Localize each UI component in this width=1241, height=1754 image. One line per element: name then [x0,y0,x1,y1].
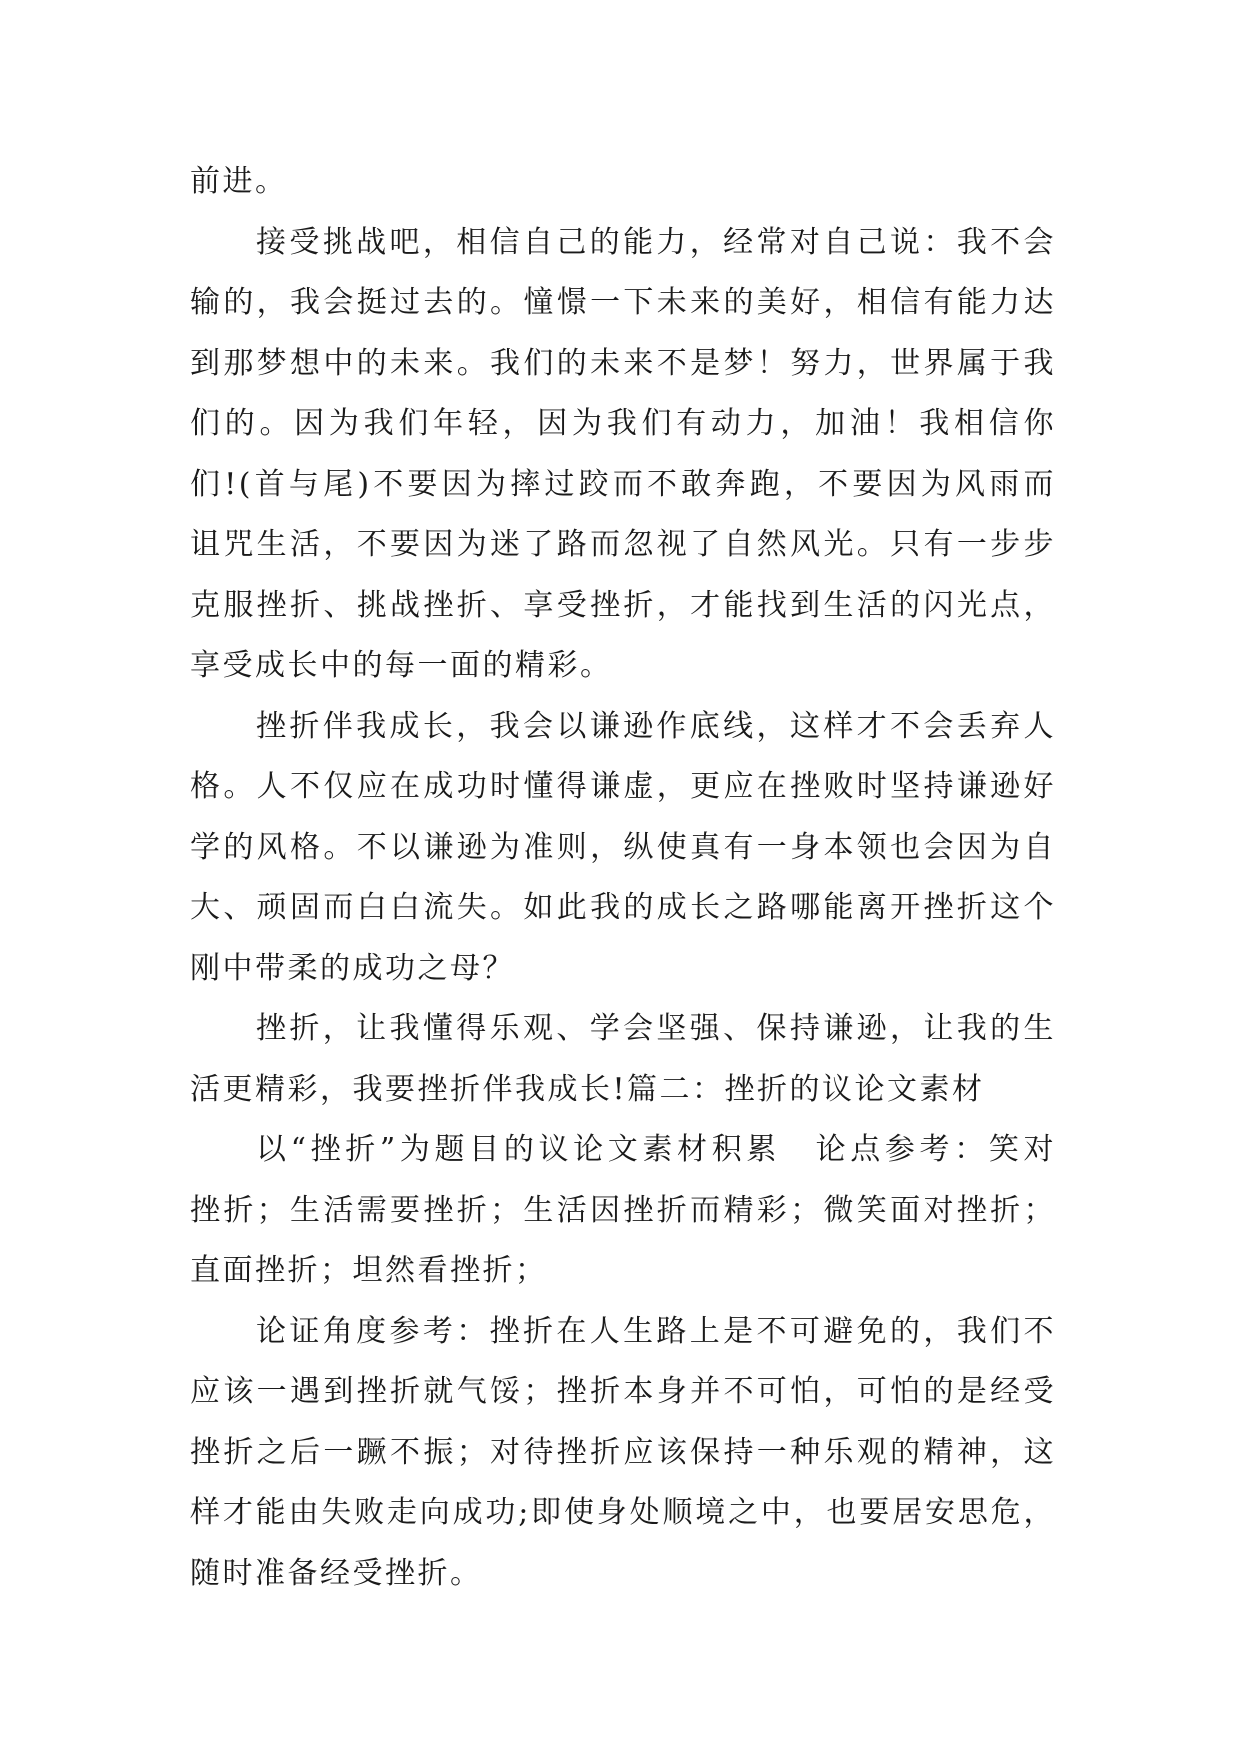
text-line: 格。人不仅应在成功时懂得谦虚，更应在挫败时坚持谦逊好 [190,769,1056,804]
text-line: 们!(首与尾)不要因为摔过跤而不敢奔跑，不要因为风雨而 [190,466,1056,502]
text-line: 大、顽固而白白流失。如此我的成长之路哪能离开挫折这个 [190,890,1056,925]
text-line: 挫折伴我成长，我会以谦逊作底线，这样才不会丢弃人 [256,708,1056,744]
paragraph-continuation [190,1060,1056,1121]
paragraph [190,213,1056,274]
paragraph [190,697,1056,758]
text-line: 样才能由失败走向成功;即使身处顺境之中，也要居安思危， [190,1495,1056,1530]
paragraph-continuation [190,1181,1056,1302]
paragraph-continuation [190,1362,1056,1604]
text-line: 挫折，让我懂得乐观、学会坚强、保持谦逊，让我的生 [256,1011,1056,1046]
paragraph-continuation [190,757,1056,999]
text-line: 诅咒生活，不要因为迷了路而忽视了自然风光。只有一步步 [190,527,1056,562]
text-line: 随时准备经受挫折。 [190,1555,483,1591]
text-line: 们的。因为我们年轻，因为我们有动力，加油！我相信你 [190,406,1056,441]
document-body [190,152,1056,1604]
text-line: 活更精彩，我要挫折伴我成长!篇二：挫折的议论文素材 [190,1071,985,1107]
text-line: 前进。 [190,164,288,199]
text-line: 接受挑战吧，相信自己的能力，经常对自己说：我不会 [256,224,1056,260]
text-line: 到那梦想中的未来。我们的未来不是梦！努力，世界属于我 [190,345,1056,381]
text-line: 刚中带柔的成功之母？ [190,950,515,986]
text-line: 论证角度参考：挫折在人生路上是不可避免的，我们不 [256,1313,1056,1349]
paragraph [190,152,1056,213]
text-line: 挫折之后一蹶不振；对待挫折应该保持一种乐观的精神，这 [190,1434,1056,1470]
paragraph [190,1302,1056,1363]
paragraph [190,999,1056,1060]
text-line: 以“挫折”为题目的议论文素材积累 论点参考：笑对 [256,1132,1056,1167]
paragraph-continuation [190,273,1056,697]
text-line: 挫折；生活需要挫折；生活因挫折而精彩；微笑面对挫折； [190,1192,1056,1228]
text-line: 输的，我会挺过去的。憧憬一下未来的美好，相信有能力达 [190,285,1056,320]
text-line: 应该一遇到挫折就气馁；挫折本身并不可怕，可怕的是经受 [190,1374,1056,1409]
text-line: 学的风格。不以谦逊为准则，纵使真有一身本领也会因为自 [190,829,1056,865]
paragraph [190,1120,1056,1181]
text-line: 克服挫折、挑战挫折、享受挫折，才能找到生活的闪光点， [190,587,1056,623]
text-line: 直面挫折；坦然看挫折； [190,1253,548,1288]
text-line: 享受成长中的每一面的精彩。 [190,648,613,683]
